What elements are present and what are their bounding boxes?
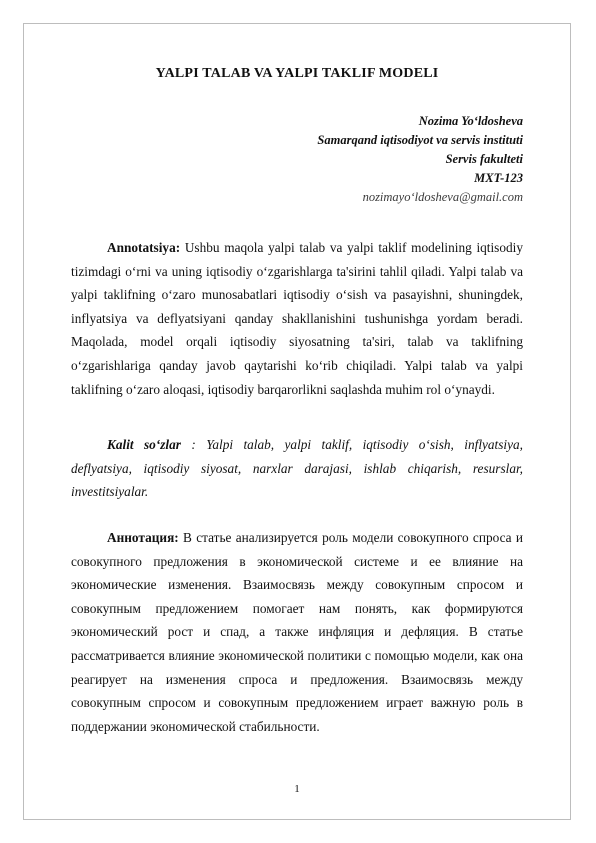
annotation-ru-label: Аннотация:: [107, 530, 179, 545]
author-group: MXT-123: [474, 171, 523, 185]
keywords-label: Kalit so‘zlar: [107, 437, 181, 452]
author-email[interactable]: nozimayo‘ldosheva@gmail.com: [362, 190, 523, 204]
annotation-uz-label: Annotatsiya:: [107, 240, 181, 255]
paper-title: YALPI TALAB VA YALPI TAKLIF MODELI: [155, 66, 439, 81]
keywords-text: : Yalpi talab, yalpi taklif, iqtisodiy o‘sish, inflyatsiya, deflyatsiya, iqtisodiy siyosat, narxlar darajasi, ishlab chiqarish, resurslar, investitsiyalar.: [71, 437, 523, 500]
annotation-uz: [71, 236, 523, 401]
page-number: 1: [294, 783, 300, 795]
author-faculty: Servis fakulteti: [445, 152, 523, 166]
annotation-ru-text: В статье анализируется роль модели совокупного спроса и совокупного предложения в экономической системе и ее влияние на экономические изменения. Взаимосвязь между совокупным спросом и совокупным предложением помогает нам понять, как формируются экономический рост и спад, а также инфляция и дефляция. В статье рассматривается влияние экономической политики с помощью модели, как она реагирует на изменения спроса и предложения. Взаимосвязь между совокупным спросом и совокупным предложением играет важную роль в поддержании экономической стабильности.: [71, 530, 523, 734]
annotation-uz-text: Ushbu maqola yalpi talab va yalpi taklif modelining iqtisodiy tizimdagi o‘rni va uning iqtisodiy o‘zgarishlarga ta'sirini tahlil qiladi. Yalpi talab va yalpi taklifning o‘zaro munosabatlari iqtisodiy o‘sish va pasayishni, shuningdek, inflyatsiya va deflyatsiyani qanday shakllanishini tushunishga yordam beradi. Maqolada, model orqali iqtisodiy siyosatning ta'siri, talab va taklifning o‘zgarishlariga qanday javob qaytarishi ko‘rib chiqiladi. Yalpi talab va yalpi taklifning o‘zaro aloqasi, iqtisodiy barqarorlikni saqlashda muhim rol o‘ynaydi.: [71, 240, 523, 397]
author-block: [317, 112, 523, 207]
keywords: [71, 433, 523, 504]
author-name: Nozima Yo‘ldosheva: [418, 114, 523, 128]
annotation-ru: [71, 526, 523, 738]
author-institution: Samarqand iqtisodiyot va servis instituti: [317, 133, 523, 147]
